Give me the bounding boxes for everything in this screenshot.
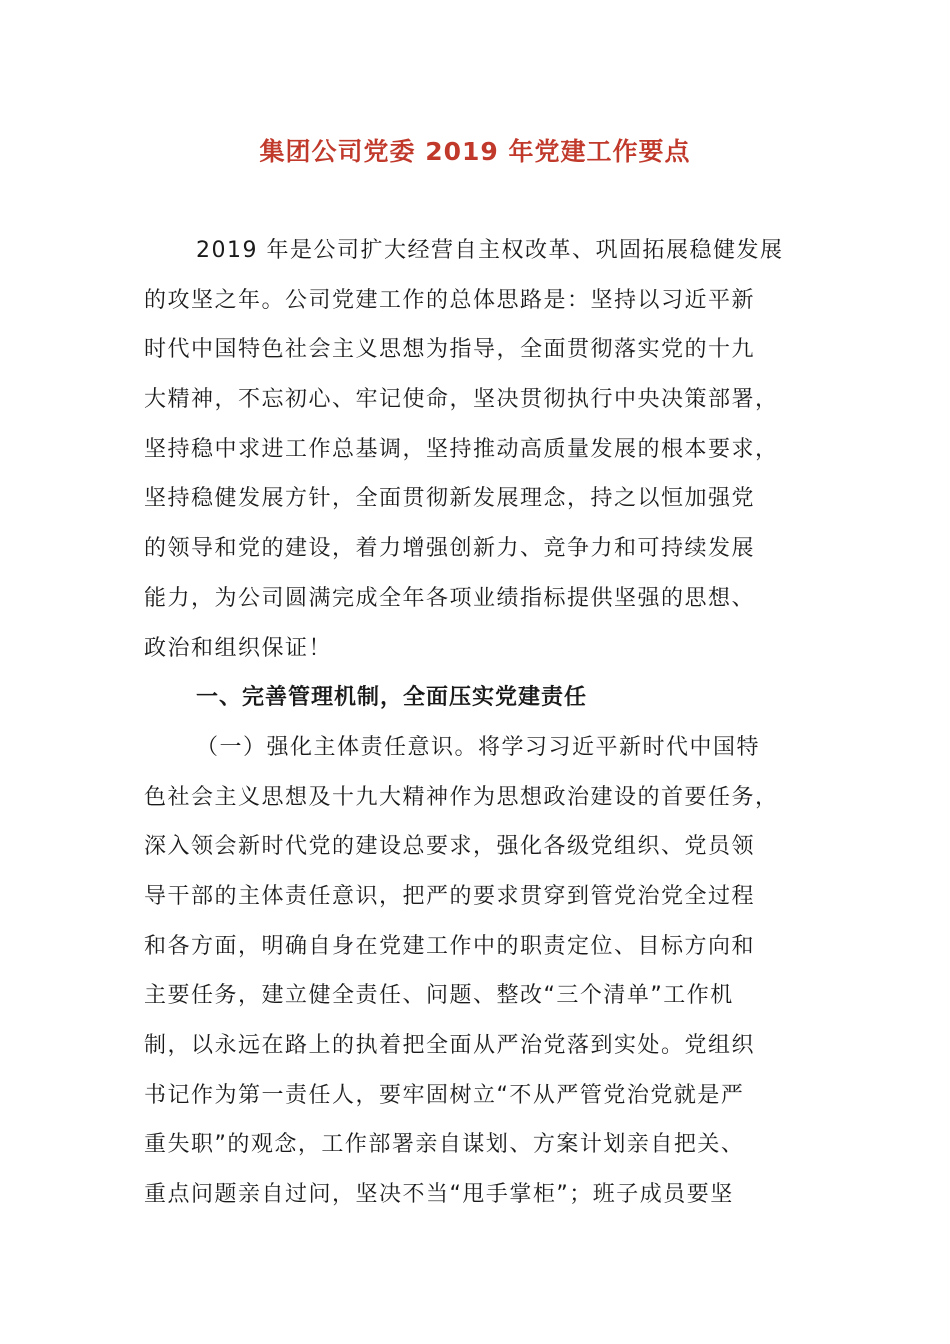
paragraph-line: 2019 年是公司扩大经营自主权改革、巩固拓展稳健发展 bbox=[196, 238, 784, 263]
paragraph-line: （一）强化主体责任意识。将学习习近平新时代中国特 bbox=[196, 734, 761, 760]
paragraph-line: 导干部的主体责任意识，把严的要求贯穿到管党治党全过程 bbox=[144, 883, 756, 909]
paragraph-line: 能力，为公司圆满完成全年各项业绩指标提供坚强的思想、 bbox=[144, 585, 756, 611]
paragraph-line: 政治和组织保证！ bbox=[144, 635, 333, 661]
paragraph-line: 重失职”的观念，工作部署亲自谋划、方案计划亲自把关、 bbox=[144, 1132, 745, 1158]
paragraph-line: 时代中国特色社会主义思想为指导，全面贯彻落实党的十九 bbox=[144, 337, 756, 363]
paragraph-line: 色社会主义思想及十九大精神作为思想政治建设的首要任务， bbox=[144, 784, 779, 810]
paragraph-line: 深入领会新时代党的建设总要求，强化各级党组织、党员领 bbox=[144, 834, 756, 860]
section-heading: 一、完善管理机制，全面压实党建责任 bbox=[196, 685, 588, 711]
paragraph-line: 主要任务，建立健全责任、问题、整改“三个清单”工作机 bbox=[144, 983, 734, 1009]
paragraph-line: 和各方面，明确自身在党建工作中的职责定位、目标方向和 bbox=[144, 933, 756, 959]
paragraph-line: 的领导和党的建设，着力增强创新力、竞争力和可持续发展 bbox=[144, 536, 756, 562]
document-body bbox=[144, 226, 820, 1220]
document-title: 集团公司党委 2019 年党建工作要点 bbox=[259, 137, 691, 166]
paragraph-line: 的攻坚之年。公司党建工作的总体思路是：坚持以习近平新 bbox=[144, 287, 756, 313]
paragraph-line: 坚持稳中求进工作总基调，坚持推动高质量发展的根本要求， bbox=[144, 436, 779, 462]
paragraph-line: 坚持稳健发展方针，全面贯彻新发展理念，持之以恒加强党 bbox=[144, 486, 756, 512]
paragraph-line: 重点问题亲自过问，坚决不当“甩手掌柜”；班子成员要坚 bbox=[144, 1182, 734, 1208]
paragraph-line: 制，以永远在路上的执着把全面从严治党落到实处。党组织 bbox=[144, 1033, 756, 1058]
paragraph-line: 书记作为第一责任人，要牢固树立“不从严管党治党就是严 bbox=[144, 1082, 745, 1108]
paragraph-line: 大精神，不忘初心、牢记使命，坚决贯彻执行中央决策部署， bbox=[144, 387, 779, 413]
